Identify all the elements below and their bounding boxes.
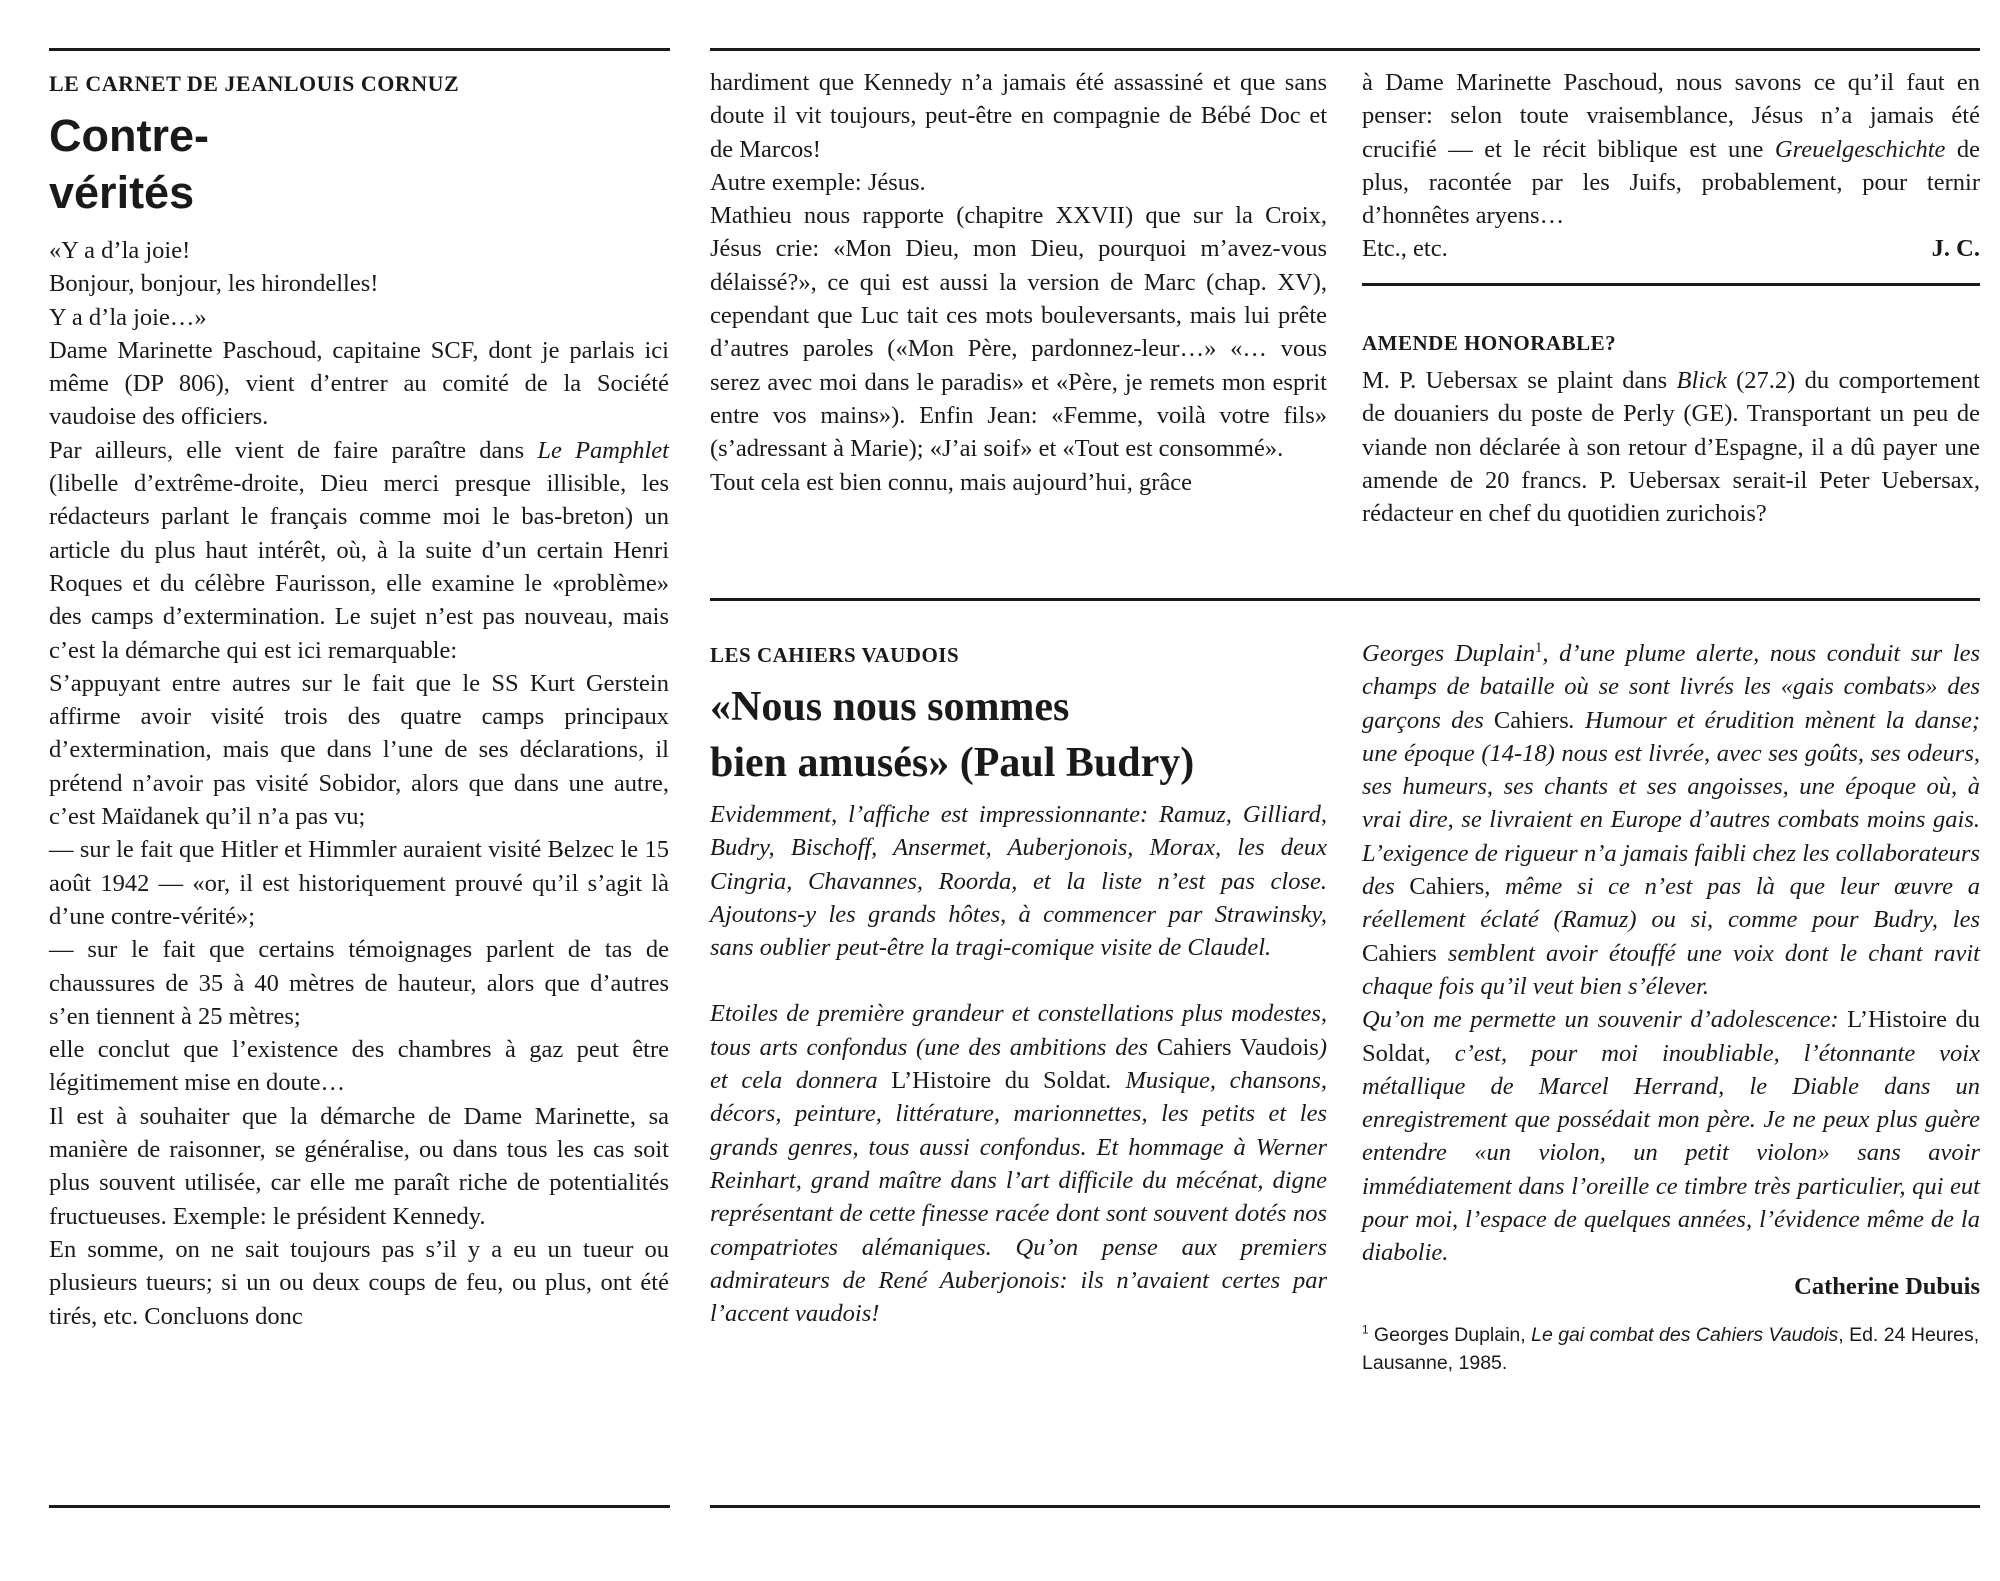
footnote-number: 1 xyxy=(1362,1323,1369,1337)
cahiers-body-left xyxy=(710,798,1327,1330)
etc-text: Etc., etc. xyxy=(1362,235,1448,263)
paragraph: — sur le fait que Hitler et Himmler auraient visité Belzec le 15 août 1942 — «or, il est historiquement prouvé qu’il s’agit là d’une contre-vérité»; xyxy=(49,836,669,930)
carnet-title-line2: vérités xyxy=(49,167,195,218)
amende-kicker: AMENDE HONORABLE? xyxy=(1362,331,1617,355)
text-run: Georges Duplain xyxy=(1362,640,1536,667)
author-byline: Catherine Dubuis xyxy=(1794,1272,1980,1300)
carnet-kicker: LE CARNET DE JEANLOUIS CORNUZ xyxy=(49,71,460,96)
paragraph: En somme, on ne sait toujours pas s’il y a eu un tueur ou plusieurs tueurs; si un ou deux coups de feu, ou plus, ont été tirés, etc. Concluons donc xyxy=(49,1235,669,1330)
cahiers-kicker: LES CAHIERS VAUDOIS xyxy=(710,643,960,667)
cahiers-title-line1: «Nous nous sommes xyxy=(710,684,1070,730)
cahiers-column-right xyxy=(1362,637,1980,1377)
amende-body xyxy=(1362,364,1980,530)
italic-title: Le gai combat des Cahiers Vaudois xyxy=(1531,1323,1839,1346)
carnet-title-line1: Contre- xyxy=(49,110,209,161)
italic-word: Greuelgeschichte xyxy=(1774,135,1946,163)
text-run: Georges Duplain, xyxy=(1368,1323,1532,1346)
paragraph: hardiment que Kennedy n’a jamais été assassiné et que sans doute il vit toujours, peut-être en compagnie de Bébé Doc et de Marcos! xyxy=(710,69,1327,163)
paragraph xyxy=(710,997,1327,1330)
text-run: . Humour et érudition mènent la danse; une époque (14-18) nous est livrée, avec ses goûts, ses odeurs, ses humeurs, ses chants et ses angoisses, une époque où, à vrai dire, se livraient en Europe d’autres combats moins gais. L’exigence de rigueur n’a jamais faibli chez les collaborateurs des xyxy=(1362,706,1980,901)
text-run: (libelle d’extrême-droite, Dieu merci presque illisible, les rédacteurs parlant le français comme moi le bas-breton) un article du plus haut intérêt, où, à la suite d’un certain Henri Roques et du célèbre Faurisson, elle examine le «problème» des camps d’extermination. Le sujet n’est pas nouveau, mais c’est la démarche qui est ici remarquable: xyxy=(49,470,669,664)
paragraph: — sur le fait que certains témoignages parlent de tas de chaussures de 35 à 40 mètres de hauteur, alors que d’autres s’en tiennent à 25 mètres; xyxy=(49,936,669,1030)
carnet-column-2 xyxy=(710,66,1327,499)
carnet-body-col3 xyxy=(1362,66,1980,266)
footnote-marker: 1 xyxy=(1535,639,1543,656)
roman-text: Cahiers Vaudois xyxy=(1156,1033,1319,1061)
paragraph xyxy=(1362,66,1980,232)
paragraph xyxy=(1362,637,1980,1003)
paragraph: elle conclut que l’existence des chambres à gaz peut être légitimement mise en doute… xyxy=(49,1036,669,1097)
text-run: Qu’on me permette un souvenir d’adolescence: xyxy=(1362,1006,1848,1034)
top-rule-right xyxy=(710,48,1980,51)
carnet-body-col1 xyxy=(49,234,669,1333)
top-rule-left xyxy=(49,48,670,51)
cahiers-title xyxy=(710,679,1327,791)
carnet-column-3 xyxy=(1362,66,1980,266)
cahiers-column-left xyxy=(710,645,1327,1330)
bottom-rule-right xyxy=(710,1505,1980,1508)
text-run: ) et cela donnera xyxy=(710,1033,1328,1095)
carnet-column-1 xyxy=(49,73,669,1333)
text-run: Par ailleurs, elle vient de faire paraître dans xyxy=(49,436,538,464)
paragraph: Y a d’la joie…» xyxy=(49,303,207,331)
paragraph: Autre exemple: Jésus. xyxy=(710,168,926,196)
paragraph xyxy=(49,434,669,667)
cahiers-title-line2: bien amusés» (Paul Budry) xyxy=(710,740,1195,786)
roman-text: Cahiers xyxy=(1493,706,1569,734)
text-run: . Musique, chansons, décors, peinture, littérature, marionnettes, les petits et les grands genres, tous aussi confondus. Et hommage à Werner Reinhart, grand maître dans l’art difficile du mécénat, digne représentant de cette finesse racée dont sont souvent dotés nos compatriotes alémaniques. Qu’on pense aux premiers admirateurs de René Auberjonois: ils n’avaient certes par l’accent vaudois! xyxy=(710,1067,1327,1328)
signature-line xyxy=(1362,232,1980,265)
roman-text: L’Histoire du Soldat xyxy=(891,1067,1106,1095)
roman-text: L’Histoire du Soldat xyxy=(1362,1006,1980,1067)
text-run: M. P. Uebersax se plaint dans xyxy=(1362,367,1677,394)
roman-text: Cahiers xyxy=(1409,873,1485,901)
paragraph: Mathieu nous rapporte (chapitre XXVII) que sur la Croix, Jésus crie: «Mon Dieu, mon Dieu, pourquoi m’avez-vous délaissé?», ce qui est aussi la version de Marc (chap. XV), cependant que Luc tait ces mots bouleversants, mais lui prête d’autres paroles («Mon Père, pardonnez-leur…» «… vous serez avec moi dans le paradis» et «Père, je remets mon esprit entre vos mains»). Enfin Jean: «Femme, voilà votre fils» (s’adressant à Marie); «J’ai soif» et «Tout est consommé». xyxy=(710,202,1327,463)
paragraph xyxy=(1362,364,1980,530)
cahiers-body-right xyxy=(1362,637,1980,1303)
text-run: semblent avoir étouffé une voix dont le chant ravit chaque fois qu’il veut bien s’élever. xyxy=(1362,939,1980,1000)
text-run: Etoiles de première grandeur et constellations plus modestes, tous arts confondus (une des ambitions des xyxy=(710,1000,1327,1061)
paragraph: Il est à souhaiter que la démarche de Dame Marinette, sa manière de raisonner, se généralise, ou dans tous les cas soit plus souvent utilisée, car elle me paraît riche de potentialités fructueuses. Exemple: le président Kennedy. xyxy=(49,1102,669,1230)
paragraph: Tout cela est bien connu, mais aujourd’hui, grâce xyxy=(710,468,1192,496)
amende-section xyxy=(1362,333,1980,530)
text-run: à Dame Marinette Paschoud, nous savons ce qu’il faut en penser: selon toute vraisemblance, Jésus n’a jamais été crucifié — et le récit biblique est une xyxy=(1362,69,1980,163)
text-run: de plus, racontée par les Juifs, probablement, pour ternir d’honnêtes aryens… xyxy=(1362,135,1981,230)
text-run: , Ed. 24 Heures, Lausanne, 1985. xyxy=(1362,1323,1980,1374)
paragraph: Evidemment, l’affiche est impressionnante: Ramuz, Gilliard, Budry, Bischoff, Ansermet, Auberjonois, Morax, les deux Cingria, Chavannes, Roorda, et la liste n’est pas close. Ajoutons-y les grands hôtes, à commencer par Strawinsky, sans oublier peut-être la tragi-comique visite de Claudel. xyxy=(710,801,1327,962)
bottom-rule-left xyxy=(49,1505,670,1508)
text-run: , même si ce n’est pas là que leur œuvre a réellement éclaté (Ramuz) ou si, comme pour Budry, les xyxy=(1362,873,1980,934)
paragraph: Bonjour, bonjour, les hirondelles! xyxy=(49,270,379,298)
text-run: , d’une plume alerte, nous conduit sur les champs de bataille où se sont livrés les «gais combats» des garçons des xyxy=(1362,640,1980,734)
paragraph: S’appuyant entre autres sur le fait que le SS Kurt Gerstein affirme avoir visité trois des quatre camps principaux d’extermination, mais que dans l’une de ses déclarations, il prétend n’avoir pas visité Sobidor, alors que dans une autre, c’est Maïdanek qu’il n’a pas vu; xyxy=(49,669,669,831)
paragraph xyxy=(1362,1003,1980,1269)
text-run: , c’est, pour moi inoubliable, l’étonnante voix métallique de Marcel Herrand, le Diable dans un enregistrement que possédait mon père. Je ne peux plus guère entendre «un violon, un petit violon» sans avoir immédiatement dans l’oreille ce timbre très particulier, qui eut pour moi, l’espace de quelques années, l’évidence même de la diabolie. xyxy=(1362,1039,1980,1267)
carnet-body-col2 xyxy=(710,66,1327,499)
footnote xyxy=(1362,1321,1980,1377)
rule-above-amende xyxy=(1362,283,1980,286)
rule-above-cahiers xyxy=(710,598,1980,601)
text-run: (27.2) du comportement de douaniers du poste de Perly (GE). Transportant un peu de viande non déclarée à son retour d’Espagne, il a dû payer une amende de 20 francs. P. Uebersax serait-il Peter Uebersax, rédacteur en chef du quotidien zurichois? xyxy=(1362,367,1980,528)
paragraph: «Y a d’la joie! xyxy=(49,237,191,264)
carnet-title xyxy=(49,107,669,221)
paragraph: Dame Marinette Paschoud, capitaine SCF, dont je parlais ici même (DP 806), vient d’entrer au comité de la Société vaudoise des officiers. xyxy=(49,336,669,431)
signature: J. C. xyxy=(1931,235,1980,263)
roman-text: Cahiers xyxy=(1362,939,1437,967)
italic-word: Blick xyxy=(1676,367,1727,394)
italic-title: Le Pamphlet xyxy=(537,436,669,464)
